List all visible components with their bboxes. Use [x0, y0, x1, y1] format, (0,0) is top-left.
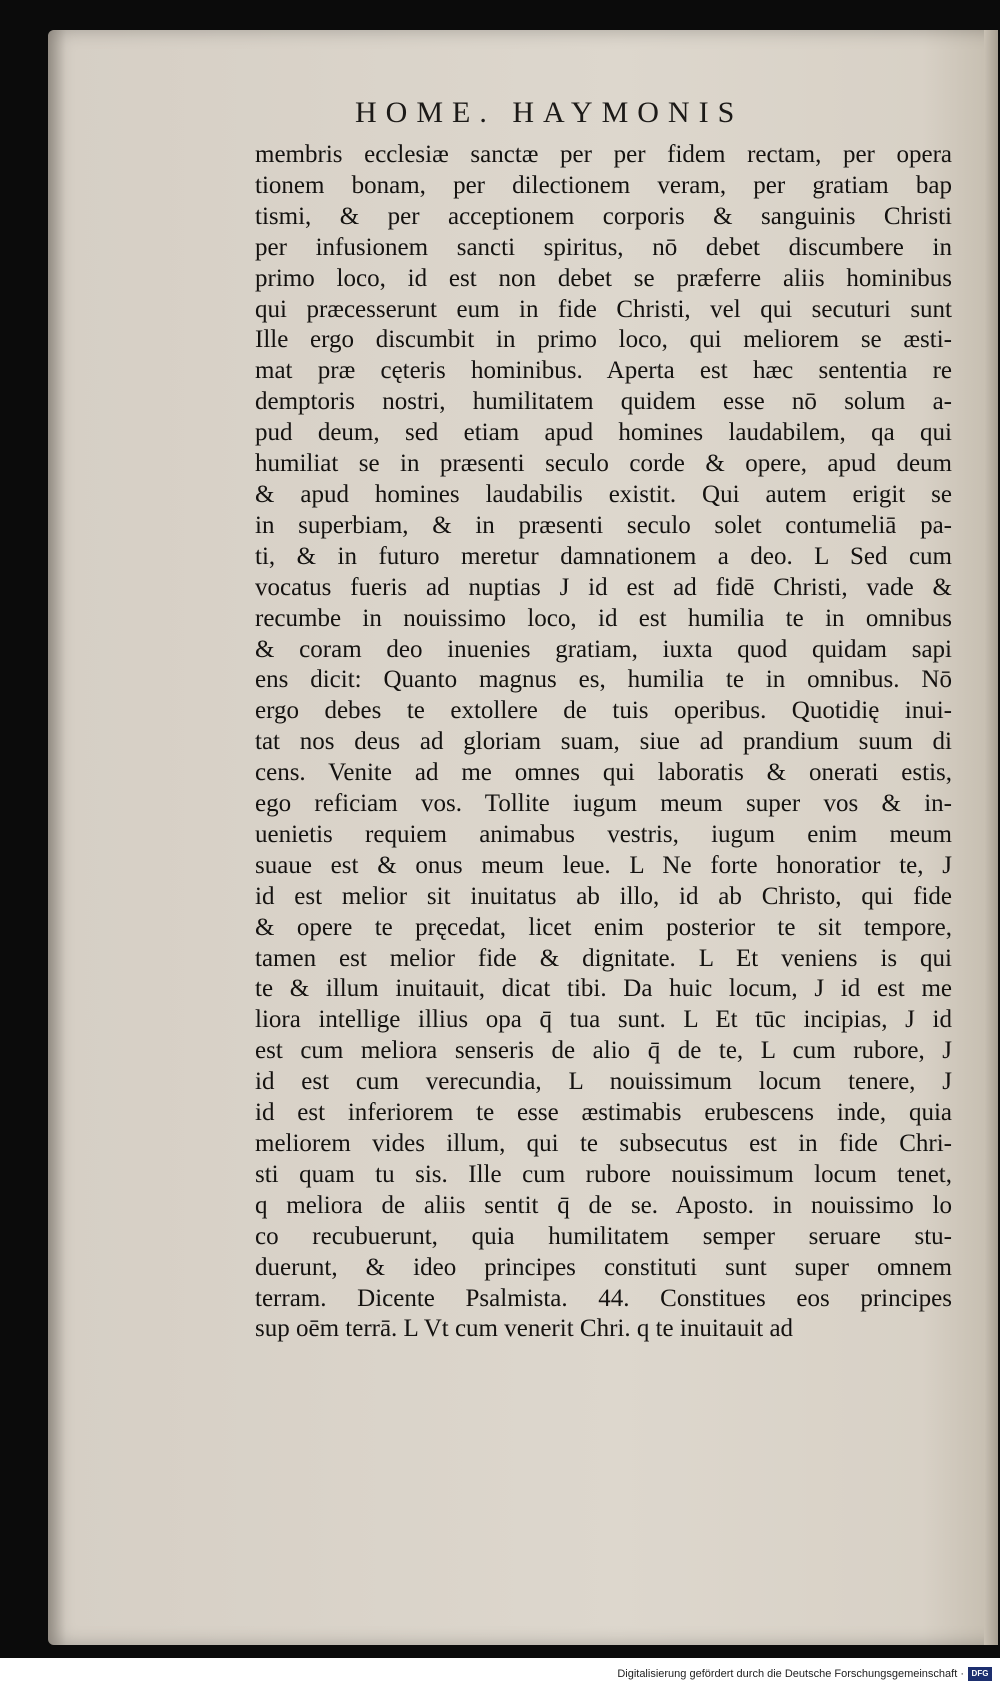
text-line: vocatus fueris ad nuptias J id est ad fidē Christi, vade & — [255, 573, 952, 601]
text-line: tionem bonam, per dilectionem veram, per gratiam bap — [255, 171, 952, 199]
running-head: HOME. HAYMONIS — [355, 96, 744, 129]
text-line: id est inferiorem te esse æstimabis erubescens inde, quia — [255, 1099, 952, 1127]
text-line: ens dicit: Quanto magnus es, humilia te in omnibus. Nō — [255, 666, 952, 694]
text-line: & opere te pręcedat, licet enim posterior te sit tempore, — [255, 913, 952, 941]
text-line: ergo debes te extollere de tuis operibus. Quotidię inui- — [255, 697, 952, 725]
text-line: humiliat se in præsenti seculo corde & opere, apud deum — [255, 450, 952, 478]
text-line: te & illum inuitauit, dicat tibi. Da huic locum, J id est me — [255, 975, 952, 1003]
text-line: cens. Venite ad me omnes qui laboratis & onerati estis, — [255, 759, 952, 787]
text-line: uenietis requiem animabus vestris, iugum enim meum — [255, 820, 952, 848]
body-text — [255, 140, 955, 1345]
text-line: qui præcesserunt eum in fide Christi, vel qui secuturi sunt — [255, 295, 952, 323]
text-line: co recubuerunt, quia humilitatem semper seruare stu- — [255, 1222, 952, 1250]
text-line: per infusionem sancti spiritus, nō debet discumbere in — [255, 233, 952, 261]
text-line: ego reficiam vos. Tollite iugum meum super vos & in- — [255, 790, 952, 818]
text-line: ti, & in futuro meretur damnationem a deo. L Sed cum — [255, 542, 952, 570]
text-line: id est cum verecundia, L nouissimum locum tenere, J — [255, 1068, 952, 1096]
text-line: meliorem vides illum, qui te subsecutus est in fide Chri- — [255, 1130, 952, 1157]
text-line: mat præ cęteris hominibus. Aperta est hæc sententia re — [255, 357, 952, 385]
text-line: duerunt, & ideo principes constituti sunt super omnem — [255, 1253, 952, 1281]
text-line: tismi, & per acceptionem corporis & sanguinis Christi — [255, 202, 952, 230]
text-line: tamen est melior fide & dignitate. L Et veniens is qui — [255, 944, 952, 972]
text-line: & apud homines laudabilis existit. Qui autem erigit se — [255, 480, 952, 508]
text-line: in superbiam, & in præsenti seculo solet contumeliā pa- — [255, 511, 952, 539]
text-line: q meliora de aliis sentit q̄ de se. Aposto. in nouissimo lo — [255, 1191, 952, 1219]
dfg-logo: DFG — [968, 1667, 992, 1681]
text-line: primo loco, id est non debet se præferre aliis hominibus — [255, 264, 952, 292]
text-line: liora intellige illius opa q̄ tua sunt. L Et tūc incipias, J id — [255, 1006, 952, 1034]
page-edge — [984, 30, 998, 1645]
text-line: demptoris nostri, humilitatem quidem esse nō solum a- — [255, 388, 952, 416]
footer-bar — [0, 1658, 1000, 1693]
text-line: Ille ergo discumbit in primo loco, qui meliorem se æsti- — [255, 326, 952, 354]
text-line: sup oēm terrā. L Vt cum venerit Chri. q te inuitauit ad — [255, 1315, 794, 1343]
text-line: recumbe in nouissimo loco, id est humilia te in omnibus — [255, 604, 952, 632]
text-line: sti quam tu sis. Ille cum rubore nouissimum locum tenet, — [255, 1160, 952, 1188]
text-line: id est melior sit inuitatus ab illo, id ab Christo, qui fide — [255, 882, 952, 910]
funding-note: Digitalisierung gefördert durch die Deutsche Forschungsgemeinschaft · — [617, 1668, 964, 1680]
text-line: membris ecclesiæ sanctæ per per fidem rectam, per opera — [255, 141, 952, 168]
text-line: est cum meliora senseris de alio q̄ de te, L cum rubore, J — [255, 1037, 952, 1065]
text-line: terram. Dicente Psalmista. 44. Constitues eos principes — [255, 1284, 952, 1312]
text-line: tat nos deus ad gloriam suam, siue ad prandium suum di — [255, 728, 952, 756]
text-line: pud deum, sed etiam apud homines laudabilem, qa qui — [255, 419, 952, 447]
text-line: & coram deo inuenies gratiam, iuxta quod quidam sapi — [255, 635, 952, 663]
text-line: suaue est & onus meum leue. L Ne forte honoratior te, J — [255, 851, 952, 879]
